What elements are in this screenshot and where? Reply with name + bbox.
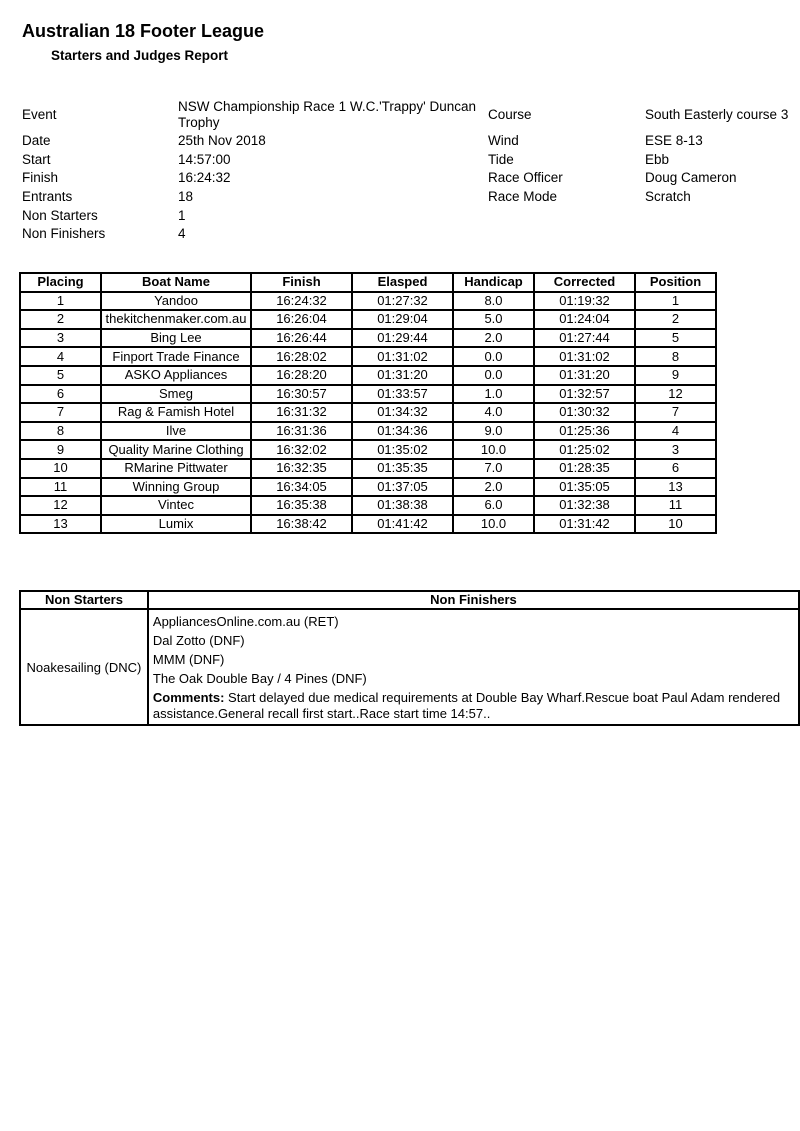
table-row xyxy=(20,478,716,497)
table-row xyxy=(20,310,716,329)
col-header-boat-name: Boat Name xyxy=(101,273,251,292)
report-title: Australian 18 Footer League xyxy=(22,21,265,41)
event-label: Event xyxy=(22,107,57,122)
table-row xyxy=(20,403,716,422)
corrected-cell: 01:25:36 xyxy=(534,422,635,441)
handicap-cell: 2.0 xyxy=(453,478,534,497)
corrected-cell: 01:31:02 xyxy=(534,347,635,366)
results-header-row xyxy=(20,273,716,292)
race-officer-label: Race Officer xyxy=(488,170,563,185)
elapsed-cell: 01:35:35 xyxy=(352,459,453,478)
handicap-cell: 1.0 xyxy=(453,385,534,404)
race-officer-value: Doug Cameron xyxy=(645,170,737,185)
finish-cell: 16:32:35 xyxy=(251,459,352,478)
tide-label: Tide xyxy=(488,152,514,167)
finish-cell: 16:24:32 xyxy=(251,292,352,311)
position-cell: 11 xyxy=(635,496,716,515)
ns-header-row xyxy=(20,591,799,609)
boat-name-cell: RMarine Pittwater xyxy=(101,459,251,478)
placing-cell: 6 xyxy=(20,385,101,404)
col-header-placing: Placing xyxy=(20,273,101,292)
placing-cell: 10 xyxy=(20,459,101,478)
finish-cell: 16:31:32 xyxy=(251,403,352,422)
corrected-cell: 01:32:57 xyxy=(534,385,635,404)
placing-cell: 1 xyxy=(20,292,101,311)
placing-cell: 5 xyxy=(20,366,101,385)
start-value: 14:57:00 xyxy=(178,152,231,167)
non-finisher-item: MMM (DNF) xyxy=(152,652,225,667)
placing-cell: 2 xyxy=(20,310,101,329)
corrected-cell: 01:24:04 xyxy=(534,310,635,329)
boat-name-cell: Smeg xyxy=(101,385,251,404)
non-starters-header: Non Starters xyxy=(20,591,148,609)
col-header-position: Position xyxy=(635,273,716,292)
non-finisher-item: Dal Zotto (DNF) xyxy=(152,633,245,648)
elapsed-cell: 01:31:02 xyxy=(352,347,453,366)
elapsed-cell: 01:27:32 xyxy=(352,292,453,311)
corrected-cell: 01:25:02 xyxy=(534,440,635,459)
position-cell: 8 xyxy=(635,347,716,366)
finish-value: 16:24:32 xyxy=(178,170,231,185)
wind-label: Wind xyxy=(488,133,519,148)
finish-cell: 16:28:20 xyxy=(251,366,352,385)
elapsed-cell: 01:38:38 xyxy=(352,496,453,515)
wind-value: ESE 8-13 xyxy=(645,133,703,148)
non-finishers-value: 4 xyxy=(178,226,186,241)
boat-name-cell: Vintec xyxy=(101,496,251,515)
non-finisher-item: AppliancesOnline.com.au (RET) xyxy=(152,614,339,629)
position-cell: 10 xyxy=(635,515,716,534)
table-row xyxy=(20,385,716,404)
corrected-cell: 01:27:44 xyxy=(534,329,635,348)
placing-cell: 7 xyxy=(20,403,101,422)
col-header-handicap: Handicap xyxy=(453,273,534,292)
non-finisher-item: The Oak Double Bay / 4 Pines (DNF) xyxy=(152,671,367,686)
boat-name-cell: Ilve xyxy=(101,422,251,441)
col-header-corrected: Corrected xyxy=(534,273,635,292)
non-starters-label: Non Starters xyxy=(22,208,98,223)
handicap-cell: 0.0 xyxy=(453,347,534,366)
table-row xyxy=(20,347,716,366)
elapsed-cell: 01:29:04 xyxy=(352,310,453,329)
comments-label: Comments: xyxy=(152,690,225,705)
col-header-elapsed: Elasped xyxy=(352,273,453,292)
entrants-label: Entrants xyxy=(22,189,73,204)
course-label: Course xyxy=(488,107,532,122)
start-label: Start xyxy=(22,152,51,167)
finish-cell: 16:26:04 xyxy=(251,310,352,329)
position-cell: 2 xyxy=(635,310,716,329)
placing-cell: 8 xyxy=(20,422,101,441)
position-cell: 12 xyxy=(635,385,716,404)
elapsed-cell: 01:37:05 xyxy=(352,478,453,497)
report-subtitle: Starters and Judges Report xyxy=(51,48,229,63)
boat-name-cell: Quality Marine Clothing xyxy=(101,440,251,459)
handicap-cell: 9.0 xyxy=(453,422,534,441)
handicap-cell: 6.0 xyxy=(453,496,534,515)
elapsed-cell: 01:34:32 xyxy=(352,403,453,422)
non-starters-value: 1 xyxy=(178,208,186,223)
finish-cell: 16:30:57 xyxy=(251,385,352,404)
handicap-cell: 0.0 xyxy=(453,366,534,385)
finish-cell: 16:28:02 xyxy=(251,347,352,366)
col-header-finish: Finish xyxy=(251,273,352,292)
boat-name-cell: thekitchenmaker.com.au xyxy=(101,310,251,329)
handicap-cell: 10.0 xyxy=(453,440,534,459)
table-row xyxy=(20,292,716,311)
position-cell: 4 xyxy=(635,422,716,441)
elapsed-cell: 01:29:44 xyxy=(352,329,453,348)
table-row xyxy=(20,496,716,515)
corrected-cell: 01:19:32 xyxy=(534,292,635,311)
placing-cell: 11 xyxy=(20,478,101,497)
race-mode-label: Race Mode xyxy=(488,189,558,204)
finish-cell: 16:32:02 xyxy=(251,440,352,459)
placing-cell: 9 xyxy=(20,440,101,459)
finish-cell: 16:26:44 xyxy=(251,329,352,348)
date-label: Date xyxy=(22,133,51,148)
finish-cell: 16:31:36 xyxy=(251,422,352,441)
results-table xyxy=(19,272,717,534)
handicap-cell: 4.0 xyxy=(453,403,534,422)
elapsed-cell: 01:33:57 xyxy=(352,385,453,404)
corrected-cell: 01:30:32 xyxy=(534,403,635,422)
placing-cell: 13 xyxy=(20,515,101,534)
non-finishers-header: Non Finishers xyxy=(148,591,799,609)
table-row xyxy=(20,459,716,478)
elapsed-cell: 01:35:02 xyxy=(352,440,453,459)
elapsed-cell: 01:31:20 xyxy=(352,366,453,385)
table-row xyxy=(20,329,716,348)
handicap-cell: 5.0 xyxy=(453,310,534,329)
non-finishers-list xyxy=(148,609,799,725)
placing-cell: 4 xyxy=(20,347,101,366)
table-row xyxy=(20,440,716,459)
table-row xyxy=(20,515,716,534)
handicap-cell: 2.0 xyxy=(453,329,534,348)
entrants-value: 18 xyxy=(178,189,194,204)
handicap-cell: 7.0 xyxy=(453,459,534,478)
date-value: 25th Nov 2018 xyxy=(178,133,266,148)
boat-name-cell: ASKO Appliances xyxy=(101,366,251,385)
race-mode-value: Scratch xyxy=(645,189,691,204)
ns-body-row xyxy=(20,609,799,725)
finish-label: Finish xyxy=(22,170,59,185)
comments xyxy=(153,690,798,722)
position-cell: 7 xyxy=(635,403,716,422)
corrected-cell: 01:35:05 xyxy=(534,478,635,497)
position-cell: 5 xyxy=(635,329,716,348)
corrected-cell: 01:31:42 xyxy=(534,515,635,534)
handicap-cell: 10.0 xyxy=(453,515,534,534)
corrected-cell: 01:32:38 xyxy=(534,496,635,515)
boat-name-cell: Finport Trade Finance xyxy=(101,347,251,366)
boat-name-cell: Yandoo xyxy=(101,292,251,311)
position-cell: 13 xyxy=(635,478,716,497)
comments-text: Start delayed due medical requirements at Double Bay Wharf.Rescue boat Paul Adam rendered assistance.General recall first start..Race start time 14:57.. xyxy=(152,690,781,721)
placing-cell: 12 xyxy=(20,496,101,515)
non-finishers-label: Non Finishers xyxy=(22,226,106,241)
position-cell: 6 xyxy=(635,459,716,478)
finish-cell: 16:35:38 xyxy=(251,496,352,515)
position-cell: 9 xyxy=(635,366,716,385)
elapsed-cell: 01:41:42 xyxy=(352,515,453,534)
boat-name-cell: Bing Lee xyxy=(101,329,251,348)
table-row xyxy=(20,422,716,441)
elapsed-cell: 01:34:36 xyxy=(352,422,453,441)
boat-name-cell: Winning Group xyxy=(101,478,251,497)
placing-cell: 3 xyxy=(20,329,101,348)
position-cell: 1 xyxy=(635,292,716,311)
finish-cell: 16:38:42 xyxy=(251,515,352,534)
finish-cell: 16:34:05 xyxy=(251,478,352,497)
event-value: NSW Championship Race 1 W.C.'Trappy' Duncan Trophy xyxy=(178,99,477,130)
tide-value: Ebb xyxy=(645,152,670,167)
handicap-cell: 8.0 xyxy=(453,292,534,311)
non-starter-item: Noakesailing (DNC) xyxy=(20,609,148,725)
corrected-cell: 01:28:35 xyxy=(534,459,635,478)
course-value: South Easterly course 3 xyxy=(645,107,789,122)
position-cell: 3 xyxy=(635,440,716,459)
boat-name-cell: Rag & Famish Hotel xyxy=(101,403,251,422)
non-starters-finishers-table xyxy=(19,590,800,726)
corrected-cell: 01:31:20 xyxy=(534,366,635,385)
table-row xyxy=(20,366,716,385)
boat-name-cell: Lumix xyxy=(101,515,251,534)
